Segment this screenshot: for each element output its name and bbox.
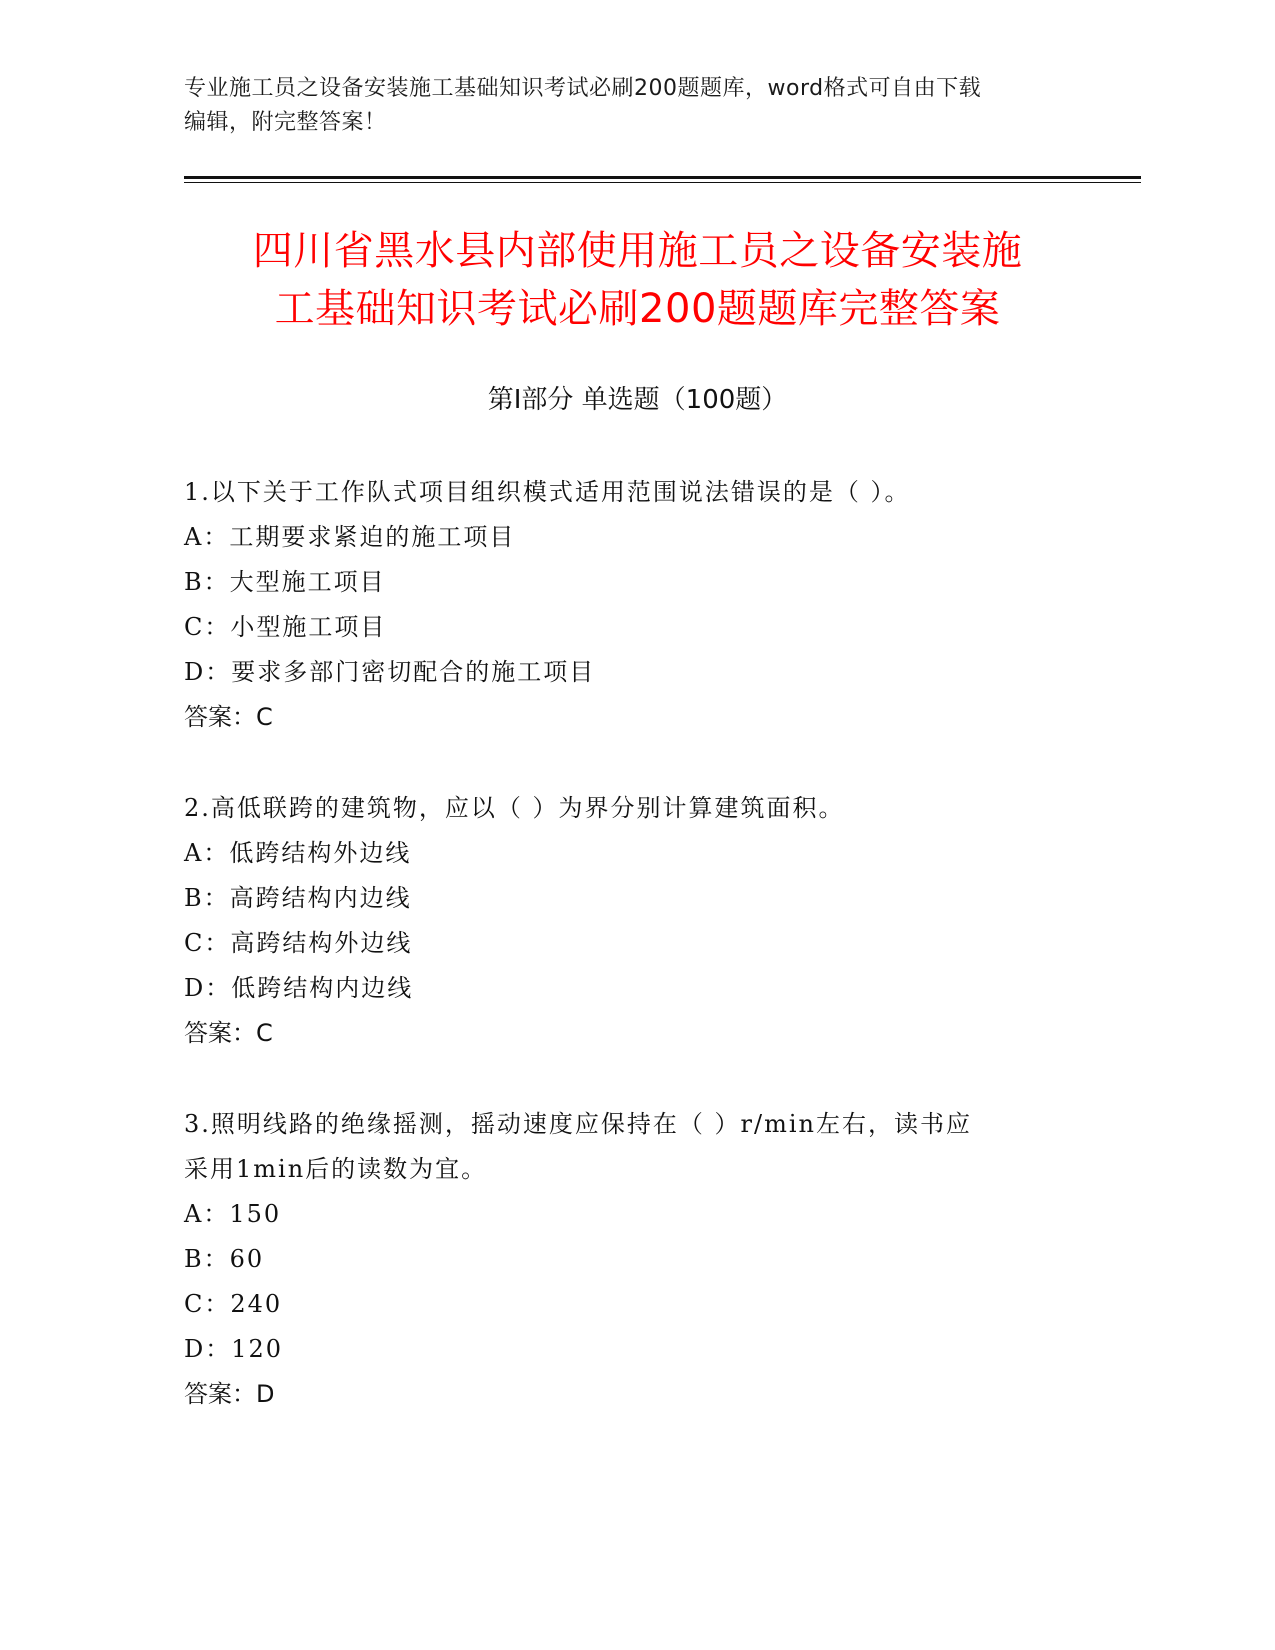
option-a: A：工期要求紧迫的施工项目: [184, 523, 516, 551]
header-note-line-1: 专业施工员之设备安装施工基础知识考试必刷200题题库，word格式可自由下载: [184, 76, 982, 101]
document-title: [150, 222, 1125, 338]
question-stem-line: 3.照明线路的绝缘摇测，摇动速度应保持在（ ）r/min左右，读书应: [184, 1110, 972, 1138]
answer: 答案：D: [184, 1380, 275, 1408]
option-c: C：小型施工项目: [184, 613, 387, 641]
question-stem: [184, 470, 1064, 515]
question-stem: [184, 786, 1064, 831]
option-d: D：120: [184, 1335, 284, 1363]
document-title-line-1: 四川省黑水县内部使用施工员之设备安装施: [252, 228, 1023, 274]
option-b: B：60: [184, 1245, 265, 1273]
question-stem-line: 采用1min后的读数为宜。: [184, 1155, 488, 1183]
header-note: [184, 72, 1064, 140]
question-stem: [184, 1102, 1064, 1192]
question-2: [184, 786, 1064, 1056]
question-3: [184, 1102, 1064, 1417]
option-c: C：240: [184, 1290, 283, 1318]
question-stem-line: 1.以下关于工作队式项目组织模式适用范围说法错误的是（ ）。: [184, 478, 911, 506]
header-divider-thick: [184, 176, 1141, 179]
header-divider-thin: [184, 182, 1141, 183]
option-b: B：大型施工项目: [184, 568, 386, 596]
option-d: D：要求多部门密切配合的施工项目: [184, 658, 596, 686]
document-title-line-2: 工基础知识考试必刷200题题库完整答案: [274, 286, 1001, 332]
question-1: [184, 470, 1064, 740]
answer: 答案：C: [184, 703, 273, 731]
option-a: A：低跨结构外边线: [184, 839, 412, 867]
answer: 答案：C: [184, 1019, 273, 1047]
option-c: C：高跨结构外边线: [184, 929, 413, 957]
option-a: A：150: [184, 1200, 282, 1228]
question-list: [184, 470, 1064, 1417]
header-note-line-2: 编辑，附完整答案！: [184, 110, 387, 135]
question-stem-line: 2.高低联跨的建筑物，应以（ ）为界分别计算建筑面积。: [184, 794, 845, 822]
section-heading: 第Ⅰ部分 单选题（100题）: [487, 385, 788, 415]
option-d: D：低跨结构内边线: [184, 974, 414, 1002]
option-b: B：高跨结构内边线: [184, 884, 412, 912]
